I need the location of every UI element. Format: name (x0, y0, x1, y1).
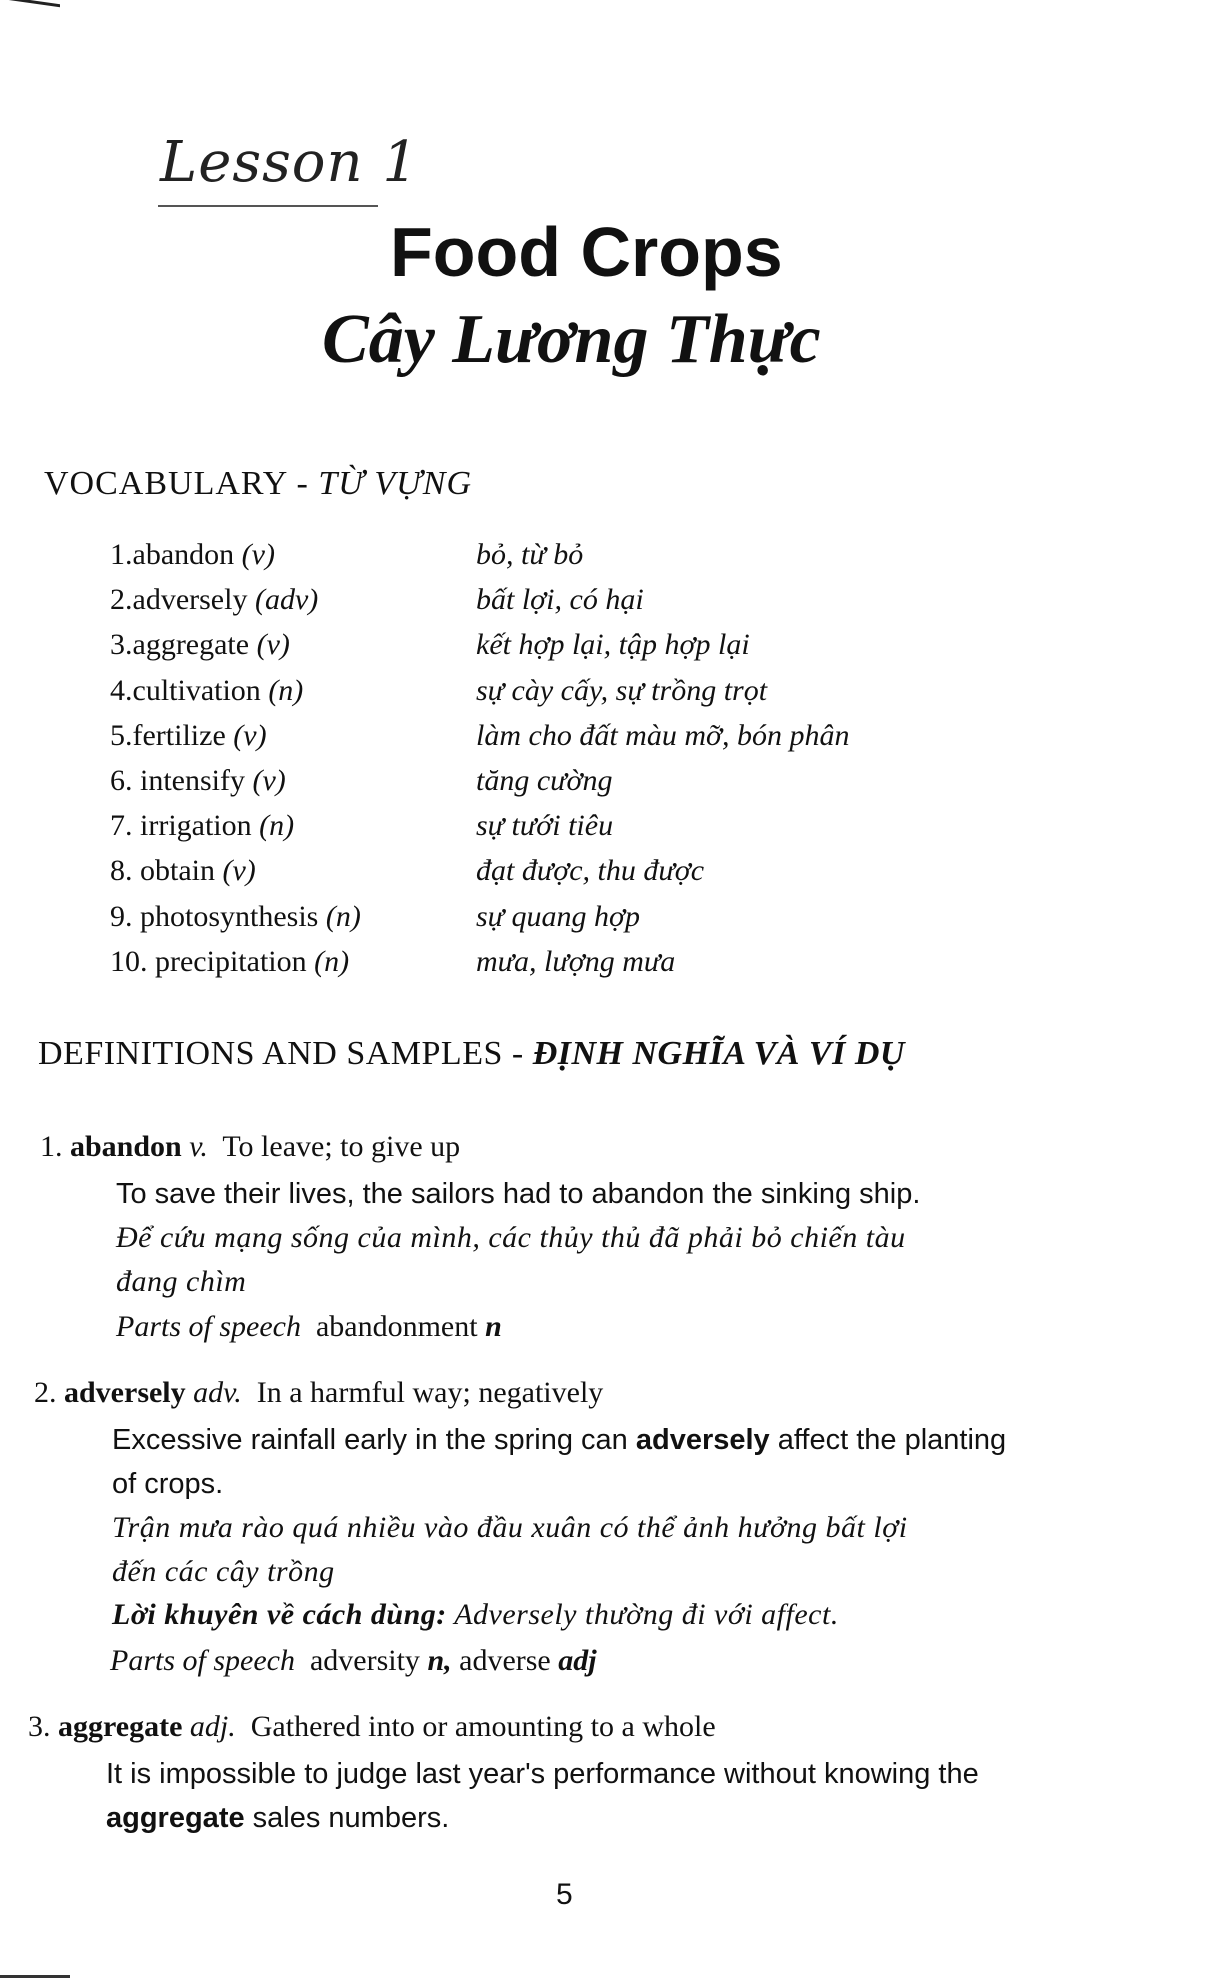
entry-parts-of-speech (110, 1644, 597, 1678)
vocab-word: 3.aggregate (110, 628, 250, 662)
vocab-item (110, 674, 1110, 719)
definitions-heading-en: DEFINITIONS AND SAMPLES (38, 1035, 503, 1072)
lesson-underline (158, 205, 378, 207)
lesson-title-english: Food Crops (390, 213, 783, 291)
entry-usage-note (112, 1598, 839, 1632)
parts-of-speech-tag: n, (427, 1644, 452, 1677)
definitions-heading-vi: ĐỊNH NGHĨA VÀ VÍ DỤ (532, 1035, 905, 1072)
parts-of-speech-label: Parts of speech (110, 1644, 295, 1677)
vocab-pos: (n) (314, 944, 350, 978)
vocab-term (110, 583, 318, 617)
entry-number: 2. (34, 1376, 57, 1409)
vocab-pos: (n) (259, 809, 295, 843)
parts-of-speech-tag: adj (558, 1644, 597, 1677)
entry-example-line1 (112, 1418, 1006, 1462)
vocab-meaning: kết hợp lại, tập hợp lại (476, 628, 750, 662)
entry-example-line1: It is impossible to judge last year's performance without knowing the (106, 1758, 979, 1790)
vocabulary-heading-en: VOCABULARY (44, 465, 287, 502)
example-keyword: adversely (635, 1424, 770, 1456)
vocab-word: 10. precipitation (110, 944, 307, 978)
entry-example: To save their lives, the sailors had to abandon the sinking ship. (116, 1178, 921, 1210)
vocab-item (110, 764, 1110, 809)
entry-translation-line1: Trận mưa rào quá nhiều vào đầu xuân có thể ảnh hưởng bất lợi (112, 1511, 908, 1544)
example-text: Excessive rainfall early in the spring can (112, 1424, 636, 1456)
vocab-term (110, 674, 303, 708)
lesson-title-vietnamese: Cây Lương Thực (322, 301, 821, 378)
entry-pos: v. (189, 1130, 208, 1163)
entry-heading (28, 1710, 716, 1744)
vocab-word: 7. irrigation (110, 809, 252, 843)
vocab-item (110, 945, 1110, 990)
vocabulary-heading (44, 465, 472, 503)
parts-of-speech-word: adverse (459, 1644, 551, 1677)
vocab-term (110, 945, 349, 979)
vocab-word: 1.abandon (110, 538, 235, 571)
page-number: 5 (556, 1878, 573, 1911)
vocab-pos: (v) (233, 718, 267, 752)
entry-translation-line2: đến các cây trồng (112, 1555, 335, 1588)
entry-translation-line2: đang chìm (116, 1265, 247, 1298)
vocab-meaning: sự tưới tiêu (476, 809, 614, 843)
entry-word: aggregate (58, 1710, 183, 1743)
vocab-item (110, 719, 1110, 764)
vocab-meaning: tăng cường (476, 763, 613, 797)
entry-word: adversely (64, 1376, 186, 1409)
vocab-term (110, 719, 267, 753)
definitions-heading-separator: - (502, 1035, 533, 1072)
vocab-pos: (v) (256, 628, 290, 662)
example-text: affect the planting (769, 1424, 1007, 1456)
vocabulary-heading-separator: - (287, 465, 319, 502)
vocab-item (110, 854, 1110, 899)
vocabulary-list (110, 538, 1110, 990)
usage-note-text: Adversely thường đi với affect. (446, 1598, 839, 1631)
vocab-meaning: sự quang hợp (476, 899, 641, 933)
vocab-word: 4.cultivation (110, 673, 261, 707)
vocab-term (110, 764, 286, 798)
page-edge-shadow-bottom (0, 1975, 70, 1978)
entry-example-line2 (106, 1796, 449, 1840)
example-text: sales numbers. (244, 1802, 450, 1834)
entry-example-line2: of crops. (112, 1468, 224, 1500)
vocab-item (110, 628, 1110, 673)
vocab-meaning: sự cày cấy, sự trồng trọt (476, 673, 768, 707)
vocab-meaning: bất lợi, có hại (476, 583, 644, 617)
entry-parts-of-speech (116, 1310, 502, 1344)
vocab-meaning: làm cho đất màu mỡ, bón phân (476, 718, 850, 752)
vocab-item (110, 900, 1110, 945)
vocab-pos: (v) (222, 854, 256, 888)
entry-word: abandon (70, 1130, 182, 1163)
vocab-term (110, 628, 290, 662)
vocab-pos: (adv) (254, 583, 319, 617)
vocab-meaning: bỏ, từ bỏ (476, 538, 584, 571)
entry-definition: Gathered into or amounting to a whole (250, 1710, 716, 1743)
lesson-label: Lesson 1 (160, 130, 420, 195)
entry-definition: To leave; to give up (222, 1130, 461, 1163)
vocab-word: 8. obtain (110, 854, 215, 888)
usage-note-label: Lời khuyên về cách dùng: (112, 1598, 447, 1631)
parts-of-speech-word: abandonment (315, 1310, 478, 1343)
entry-definition: In a harmful way; negatively (256, 1376, 604, 1409)
vocab-item (110, 583, 1110, 628)
vocab-term (110, 538, 275, 572)
entry-translation-line1: Để cứu mạng sống của mình, các thủy thủ đã phải bỏ chiến tàu (116, 1221, 906, 1254)
vocab-item (110, 538, 1110, 583)
entry-pos: adj. (189, 1710, 236, 1743)
parts-of-speech-tag: n (485, 1310, 502, 1343)
vocab-word: 5.fertilize (110, 718, 226, 752)
vocab-word: 6. intensify (110, 763, 245, 797)
entry-number: 1. (40, 1130, 63, 1163)
example-keyword: aggregate (106, 1802, 245, 1834)
vocab-term (110, 809, 294, 843)
parts-of-speech-label: Parts of speech (116, 1310, 301, 1343)
vocab-term (110, 900, 361, 934)
vocab-meaning: đạt được, thu được (476, 854, 705, 888)
entry-pos: adv. (193, 1376, 242, 1409)
vocabulary-heading-vi: TỪ VỰNG (318, 465, 473, 502)
vocab-pos: (n) (268, 673, 304, 707)
vocab-pos: (n) (325, 899, 361, 933)
entry-number: 3. (28, 1710, 51, 1743)
entry-heading (34, 1376, 603, 1410)
parts-of-speech-word: adversity (309, 1644, 420, 1677)
entry-heading (40, 1130, 460, 1164)
page-edge-shadow-top (0, 0, 60, 21)
vocab-pos: (v) (252, 763, 286, 797)
definitions-heading (38, 1035, 905, 1073)
vocab-term (110, 854, 256, 888)
vocab-word: 2.adversely (110, 583, 248, 617)
vocab-meaning: mưa, lượng mưa (476, 944, 676, 978)
vocab-pos: (v) (241, 538, 275, 571)
vocab-item (110, 809, 1110, 854)
vocab-word: 9. photosynthesis (110, 899, 319, 933)
